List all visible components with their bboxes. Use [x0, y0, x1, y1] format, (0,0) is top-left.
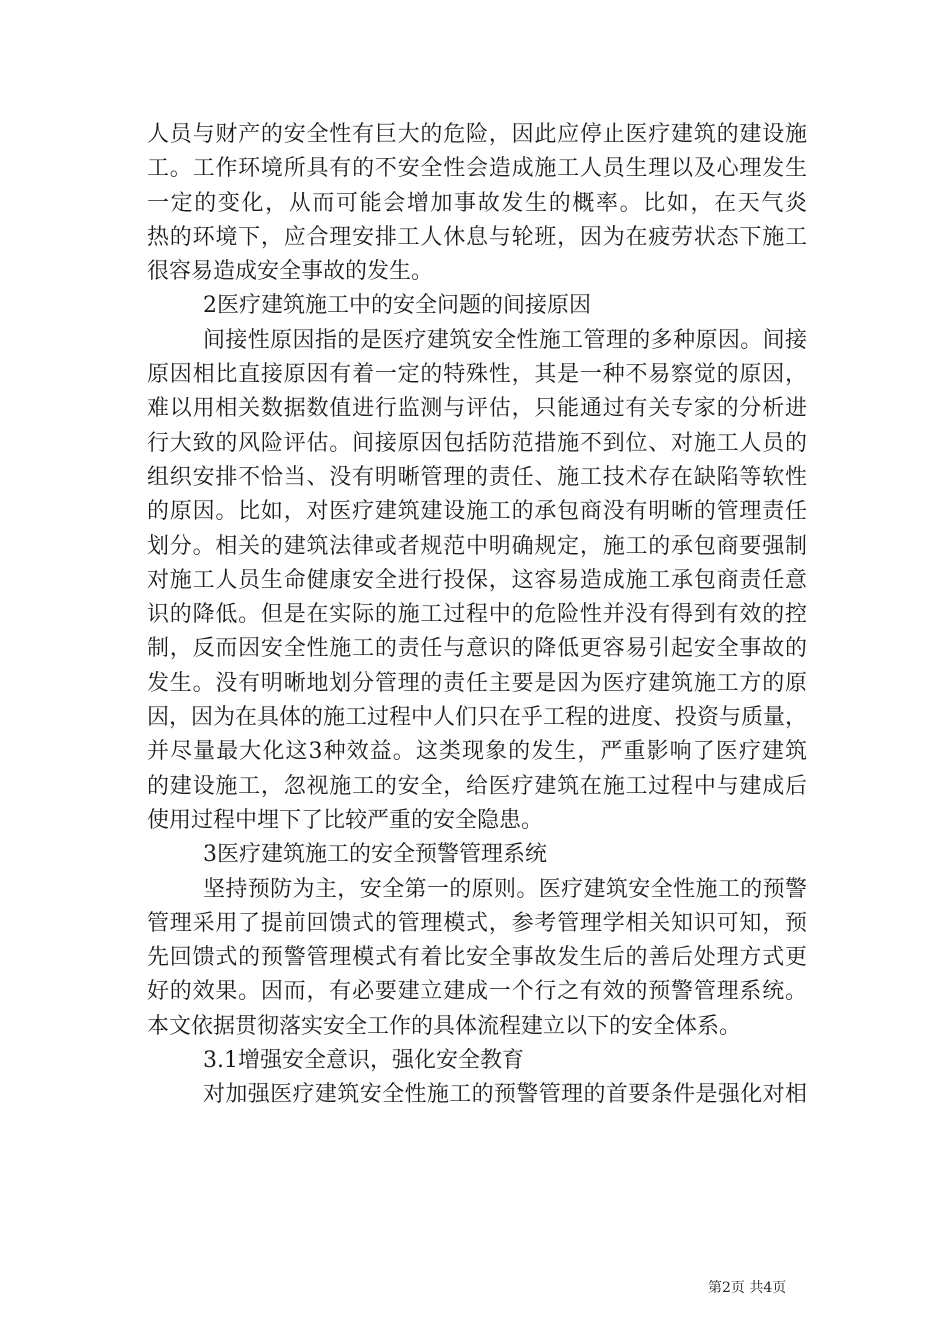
text-line: 坚持预防为主，安全第一的原则。医疗建筑安全性施工的预警	[203, 876, 807, 902]
text-line: 先回馈式的预警管理模式有着比安全事故发生后的善后处理方式更	[147, 945, 807, 971]
text-line: 的建设施工，忽视施工的安全，给医疗建筑在施工过程中与建成后	[147, 773, 807, 799]
text-line: 难以用相关数据数值进行监测与评估，只能通过有关专家的分析进	[147, 396, 807, 422]
text-line: 组织安排不恰当、没有明晰管理的责任、施工技术存在缺陷等软性	[147, 464, 807, 490]
text-line: 因，因为在具体的施工过程中人们只在乎工程的进度、投资与质量，	[147, 705, 808, 731]
text-line: 很容易造成安全事故的发生。	[147, 259, 434, 285]
text-line: 间接性原因指的是医疗建筑安全性施工管理的多种原因。间接	[203, 327, 807, 353]
text-line: 工。工作环境所具有的不安全性会造成施工人员生理以及心理发生	[147, 156, 807, 182]
section-heading: 3医疗建筑施工的安全预警管理系统	[203, 842, 547, 868]
section-heading: 3.1增强安全意识，强化安全教育	[203, 1048, 524, 1074]
text-line: 行大致的风险评估。间接原因包括防范措施不到位、对施工人员的	[147, 430, 807, 456]
text-line: 对施工人员生命健康安全进行投保，这容易造成施工承包商责任意	[147, 567, 807, 593]
text-line: 发生。没有明晰地划分管理的责任主要是因为医疗建筑施工方的原	[147, 670, 807, 696]
text-line: 管理采用了提前回馈式的管理模式，参考管理学相关知识可知，预	[147, 910, 807, 936]
text-line: 本文依据贯彻落实安全工作的具体流程建立以下的安全体系。	[147, 1013, 742, 1039]
text-line: 一定的变化，从而可能会增加事故发生的概率。比如，在天气炎	[147, 190, 807, 216]
page-number: 第2页 共4页	[708, 1280, 787, 1296]
text-line: 识的降低。但是在实际的施工过程中的危险性并没有得到有效的控	[147, 602, 807, 628]
text-line: 并尽量最大化这3种效益。这类现象的发生，严重影响了医疗建筑	[147, 739, 807, 765]
text-line: 热的环境下，应合理安排工人休息与轮班，因为在疲劳状态下施工	[147, 224, 807, 250]
section-heading: 2医疗建筑施工中的安全问题的间接原因	[203, 293, 591, 319]
body-text	[147, 118, 807, 1113]
text-line: 人员与财产的安全性有巨大的危险，因此应停止医疗建筑的建设施	[147, 122, 807, 147]
text-line: 使用过程中埋下了比较严重的安全隐患。	[147, 807, 544, 833]
text-line: 制，反而因安全性施工的责任与意识的降低更容易引起安全事故的	[147, 636, 807, 662]
text-line: 的原因。比如，对医疗建筑建设施工的承包商没有明晰的管理责任	[147, 499, 807, 525]
text-line: 好的效果。因而，有必要建立建成一个行之有效的预警管理系统。	[147, 979, 807, 1005]
text-line: 对加强医疗建筑安全性施工的预警管理的首要条件是强化对相	[203, 1082, 807, 1108]
text-line: 划分。相关的建筑法律或者规范中明确规定，施工的承包商要强制	[147, 533, 807, 559]
text-line: 原因相比直接原因有着一定的特殊性，其是一种不易察觉的原因，	[147, 362, 807, 388]
